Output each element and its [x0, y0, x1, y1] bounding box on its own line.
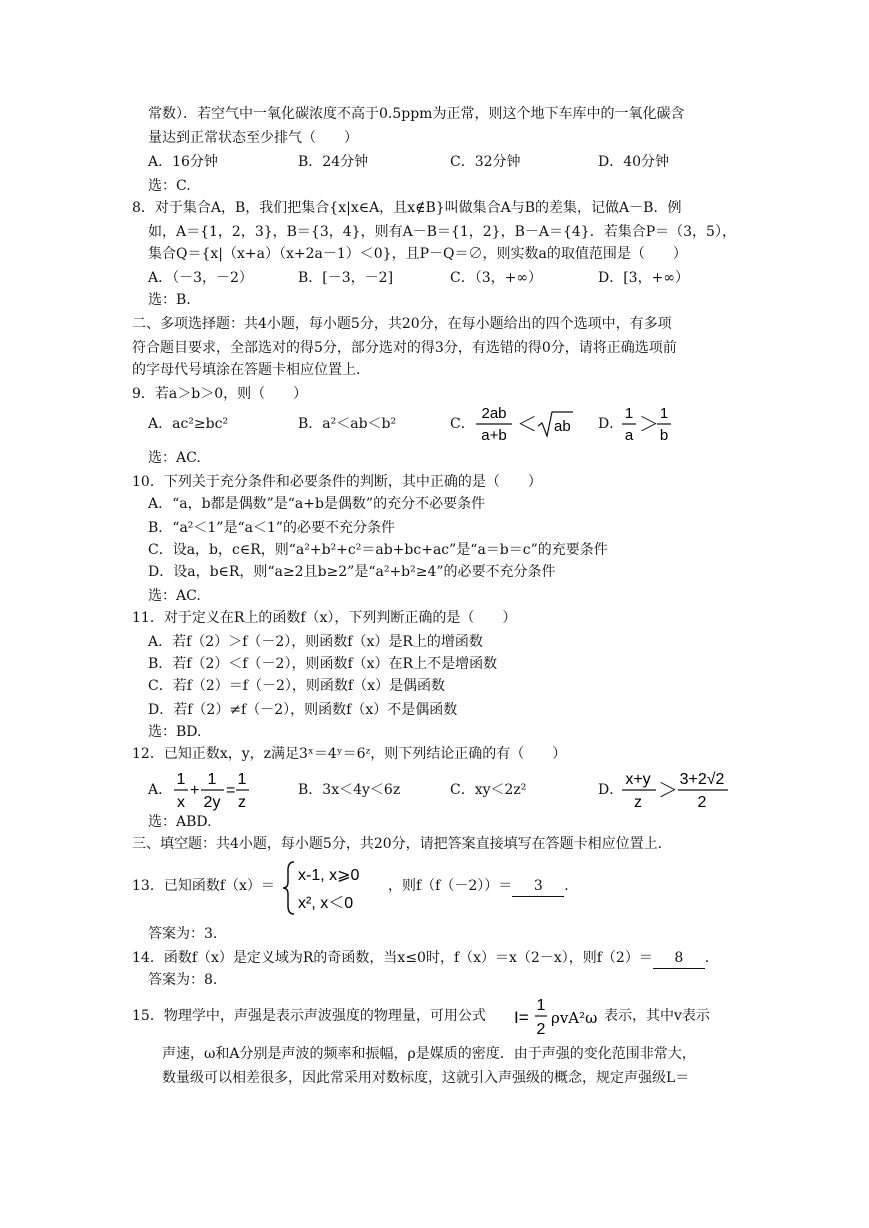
- q13-piecewise-formula: [282, 860, 392, 916]
- q14-text: 14．函数f（x）是定义域为R的奇函数，当x≤0时，f（x）＝x（2－x），则f（2）＝: [132, 950, 653, 966]
- section3-line1: 三、填空题：共4小题，每小题5分，共20分，请把答案直接填写在答题卡相应位置上.: [132, 836, 663, 852]
- q9-d-relation: ＞: [639, 412, 659, 436]
- q9-option-c-formula: [474, 400, 574, 446]
- q11-answer: 选：BD.: [148, 724, 202, 740]
- q14-answer-blank: 8: [653, 948, 705, 969]
- q14-answer: 答案为：8.: [148, 972, 218, 988]
- q12-option-d-label: D．: [598, 782, 624, 798]
- q11-option-b: B．若f（2）＜f（－2），则函数f（x）在R上不是增函数: [148, 656, 498, 672]
- q10-option-a: A．“a，b都是偶数”是“a+b是偶数”的充分不必要条件: [148, 496, 486, 512]
- q12-d-denominator-1: z: [634, 794, 642, 811]
- q12-option-a-formula: [172, 764, 252, 814]
- q8-option-d: D．[3，+∞）: [598, 270, 689, 286]
- q9-c-denominator: a+b: [481, 427, 507, 444]
- q15-formula-rest: ρvA²ω: [551, 1009, 598, 1027]
- q9-answer: 选：AC.: [148, 450, 201, 466]
- q11-option-c: C．若f（2）＝f（－2），则函数f（x）是偶函数: [148, 678, 445, 694]
- q11-option-d: D．若f（2）≠f（－2），则函数f（x）不是偶函数: [148, 702, 458, 718]
- q8-line2: 如，A＝{1，2，3}，B＝{3，4}，则有A－B＝{1，2}，B－A＝{4}．若集合P＝（3，5），: [148, 224, 736, 240]
- q15-line3: 数量级可以相差很多，因此常采用对数标度，这就引入声强级的概念，规定声强级L＝: [162, 1070, 690, 1086]
- q9-c-relation: ＜: [517, 412, 537, 436]
- q13-suffix-text: ，则f（f（－2））＝: [388, 878, 513, 894]
- q9-d-denominator-2: b: [659, 427, 669, 444]
- q12-a-plus: +: [190, 782, 200, 799]
- q12-a-denominator-2: 2y: [203, 794, 221, 811]
- q8-option-c: C．（3，+∞）: [450, 270, 543, 286]
- q12-d-denominator-2: 2: [697, 794, 707, 811]
- q15-formula-denominator: 2: [536, 1021, 546, 1038]
- q14-period: ．: [704, 950, 719, 966]
- q9-option-d-label: D．: [598, 416, 624, 432]
- q8-option-b: B．[－3，－2]: [298, 270, 394, 286]
- q12-answer: 选：ABD.: [148, 814, 212, 830]
- q9-stem: 9．若a＞b＞0，则（ ）: [132, 386, 308, 402]
- q12-stem: 12．已知正数x，y，z满足3ˣ＝4ʸ＝6ᶻ，则下列结论正确的有（ ）: [132, 746, 567, 762]
- q10-answer: 选：AC.: [148, 588, 201, 604]
- q11-stem: 11．对于定义在R上的函数f（x），下列判断正确的是（ ）: [132, 610, 517, 626]
- q9-option-b: B．a²＜ab＜b²: [298, 416, 397, 432]
- q8-answer: 选：B.: [148, 292, 191, 308]
- q9-option-a: A．ac²≥bc²: [148, 416, 229, 432]
- q8-line3: 集合Q＝{x|（x+a）（x+2a－1）＜0}，且P－Q＝∅，则实数a的取值范围是（ ）: [148, 246, 687, 262]
- q12-d-numerator-2: 3+2√2: [679, 771, 725, 788]
- q12-option-b: B．3x＜4y＜6z: [298, 782, 401, 798]
- q9-d-numerator-2: 1: [659, 405, 669, 422]
- q12-a-numerator-1: 1: [176, 771, 186, 788]
- q15-formula-numerator: 1: [536, 997, 546, 1014]
- q13-case-1: x-1, x⩾0: [298, 867, 360, 884]
- q7-option-d: D．40分钟: [598, 154, 670, 170]
- q9-d-denominator-1: a: [624, 427, 634, 444]
- q10-option-d: D．设a，b∈R，则“a≥2且b≥2”是“a²+b²≥4”的必要不充分条件: [148, 564, 556, 580]
- q12-d-relation: ＞: [658, 778, 678, 802]
- q13-prefix: 13．已知函数f（x）＝: [132, 878, 275, 894]
- q10-option-b: B．“a²＜1”是“a＜1”的必要不充分条件: [148, 520, 396, 536]
- q7-option-b: B．24分钟: [298, 154, 369, 170]
- q12-option-d-formula: [620, 764, 740, 814]
- q12-option-c: C．xy＜2z²: [450, 782, 527, 798]
- q12-a-numerator-3: 1: [237, 771, 247, 788]
- q12-option-a-label: A．: [148, 782, 173, 798]
- q13-suffix: [388, 876, 578, 897]
- section2-line2: 符合题目要求，全部选对的得5分，部分选对的得3分，有选错的得0分，请将正确选项前: [132, 340, 677, 356]
- q9-option-c-label: C．: [450, 416, 475, 432]
- q8-line1: 8．对于集合A，B，我们把集合{x|x∈A，且x∉B}叫做集合A与B的差集，记做A－B．例: [132, 200, 682, 216]
- q15-formula-lhs: I=: [514, 1008, 529, 1027]
- q13-answer-blank: 3: [512, 876, 564, 897]
- q9-option-d-formula: [620, 400, 680, 446]
- q12-a-denominator-3: z: [238, 794, 246, 811]
- q11-option-a: A．若f（2）＞f（－2），则函数f（x）是R上的增函数: [148, 634, 483, 650]
- q15-formula: [514, 990, 600, 1040]
- q15-line2: 声速，ω和A分别是声波的频率和振幅，ρ是媒质的密度．由于声强的变化范围非常大，: [162, 1046, 696, 1062]
- q12-d-numerator-1: x+y: [625, 771, 651, 788]
- q13-answer: 答案为：3.: [148, 926, 218, 942]
- q13-case-2: x², x＜0: [298, 895, 354, 912]
- q8-option-a: A．（－3，－2）: [148, 270, 253, 286]
- q15-suffix: 表示，其中v表示: [604, 1008, 710, 1024]
- q12-a-denominator-1: x: [177, 794, 185, 811]
- q10-stem: 10．下列关于充分条件和必要条件的判断，其中正确的是（ ）: [132, 474, 542, 490]
- q13-brace: [283, 862, 294, 914]
- q7-line2: 量达到正常状态至少排气（ ）: [148, 130, 358, 146]
- section2-line3: 的字母代号填涂在答题卡相应位置上.: [132, 362, 361, 378]
- q9-c-numerator: 2ab: [481, 405, 507, 422]
- q12-a-equals: =: [226, 782, 236, 799]
- section2-line1: 二、多项选择题：共4小题，每小题5分，共20分，在每小题给出的四个选项中，有多项: [132, 316, 672, 332]
- q13-period: ．: [564, 878, 579, 894]
- q9-d-numerator-1: 1: [624, 405, 634, 422]
- q15-prefix: 15．物理学中，声强是表示声波强度的物理量，可用公式: [132, 1008, 486, 1024]
- q10-option-c: C．设a，b，c∈R，则“a²+b²+c²＝ab+bc+ac”是“a＝b＝c”的充要条件: [148, 542, 608, 558]
- q9-c-radicand: ab: [554, 418, 571, 435]
- q14-line: [132, 948, 719, 969]
- q7-option-c: C．32分钟: [450, 154, 521, 170]
- q7-option-a: A．16分钟: [148, 154, 218, 170]
- q7-answer: 选：C.: [148, 178, 191, 194]
- q12-a-numerator-2: 1: [207, 771, 217, 788]
- q7-line1: 常数）．若空气中一氧化碳浓度不高于0.5ppm为正常，则这个地下车库中的一氧化碳含: [148, 106, 685, 122]
